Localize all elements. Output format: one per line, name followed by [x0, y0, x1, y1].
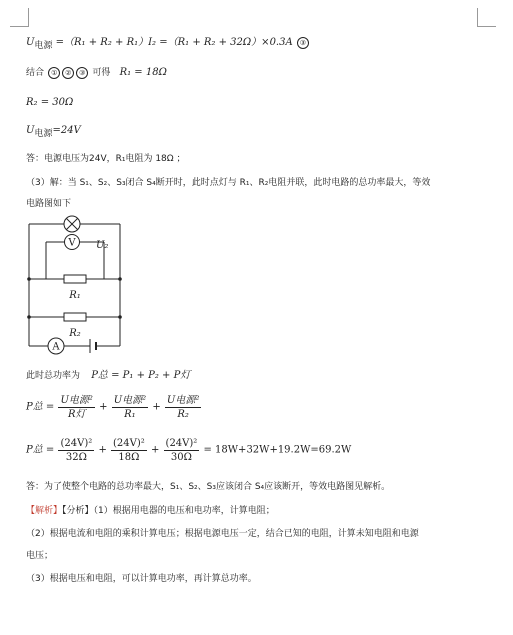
u-subscript: 电源 [34, 129, 53, 139]
junction-dot [118, 315, 122, 319]
fraction-term [165, 394, 201, 421]
r1-label: R₁ [69, 290, 81, 301]
plus-sign: + [99, 401, 108, 413]
combine-step [26, 66, 167, 80]
part3-intro-continued: 电路图如下 [26, 199, 72, 209]
fraction-numerator: (24V)² [113, 438, 145, 449]
fraction-numerator: U电源² [113, 395, 147, 406]
equation-ref-3: ③ [76, 67, 88, 79]
combine-tail: 可得 [92, 68, 111, 78]
voltmeter-icon [65, 235, 80, 250]
resistor-r1 [64, 275, 86, 283]
u-subscript: 电源 [34, 41, 53, 51]
analysis-line-2-continued: 电压； [26, 551, 54, 561]
lamp-icon [64, 216, 80, 232]
combine-text: 结合 [26, 68, 45, 78]
fraction-denominator: R₂ [177, 409, 189, 420]
u-symbol: U [26, 37, 35, 48]
resistor-r2 [64, 313, 86, 321]
fraction-term [58, 437, 94, 464]
u-symbol: U [26, 125, 35, 136]
fraction-numerator: U电源² [166, 395, 200, 406]
junction-dot [27, 277, 31, 281]
ammeter-label: A [52, 341, 60, 353]
fraction-numerator: U电源² [60, 395, 93, 406]
analysis-line-1: 【分析】（1）根据用电器的电压和电功率，计算电阻； [62, 506, 275, 516]
equation-ref-3: ③ [297, 37, 309, 49]
formula-rhs: =（R₁ + R₂ + R₁）I₂ =（R₁ + R₂ + 32Ω）×0.3A [55, 37, 293, 48]
r1-result: R₁ = 18Ω [119, 67, 167, 78]
fraction-numerator: (24V)² [165, 438, 198, 449]
u-value: =24V [52, 125, 81, 136]
power-calculation [26, 437, 351, 464]
power-lhs: P总 = [26, 444, 55, 456]
r2-label: R₂ [69, 328, 81, 339]
ammeter-icon [48, 338, 64, 354]
analysis-tag: 【解析】 [26, 506, 63, 516]
fraction-term [164, 437, 200, 464]
fraction-term [111, 437, 147, 464]
fraction-term [112, 394, 148, 421]
junction-dot [27, 315, 31, 319]
plus-sign: + [150, 444, 160, 456]
battery-icon [90, 339, 96, 353]
power-result: = 18W+32W+19.2W=69.2W [203, 444, 352, 456]
power-formula: P总 = P₁ + P₂ + P灯 [91, 370, 191, 381]
analysis-line-3: （3）根据电压和电阻，可以计算电功率，再计算总功率。 [26, 574, 257, 584]
plus-sign: + [98, 444, 107, 456]
power-lhs: P总 = [26, 401, 55, 413]
equation-ref-2: ② [62, 67, 74, 79]
voltmeter-label: V [68, 237, 76, 249]
r2-value: R₂ = 30Ω [26, 97, 74, 108]
fraction-denominator: R灯 [67, 409, 86, 420]
answer-part-1-2: 答：电源电压为24V，R₁电阻为 18Ω ； [26, 154, 186, 164]
fraction-denominator: R₁ [124, 409, 136, 420]
fraction-denominator: 18Ω [118, 452, 140, 463]
fraction-numerator: (24V)² [60, 438, 93, 449]
junction-dot [118, 277, 122, 281]
equivalent-circuit-diagram [24, 212, 134, 362]
total-power-line [26, 369, 190, 383]
plus-sign: + [152, 401, 161, 413]
answer-part-3: 答：为了使整个电路的总功率最大，S₁、S₂、S₃应该闭合 S₄应该断开，等效电路图见解析。 [26, 482, 391, 492]
page-corner-mark [10, 8, 29, 27]
fraction-term [58, 394, 94, 421]
power-formula-fractions [26, 394, 202, 421]
equation-ref-1: ① [48, 67, 60, 79]
analysis-heading [26, 504, 275, 518]
formula-source-voltage-expression [26, 36, 310, 53]
source-voltage-value [26, 124, 81, 141]
page-corner-mark [477, 8, 496, 27]
fraction-denominator: 32Ω [65, 452, 87, 463]
u2-label: U₂ [96, 240, 109, 251]
fraction-denominator: 30Ω [170, 452, 192, 463]
analysis-line-2: （2）根据电流和电阻的乘积计算电压；根据电源电压一定，结合已知的电阻，计算未知电阻和电源 [26, 529, 419, 539]
part3-intro: （3）解：当 S₁、S₂、S₃闭合 S₄断开时，此时点灯与 R₁、R₂电阻并联，此时电路的总功率最大，等效 [26, 178, 431, 188]
power-prefix: 此时总功率为 [26, 371, 81, 381]
